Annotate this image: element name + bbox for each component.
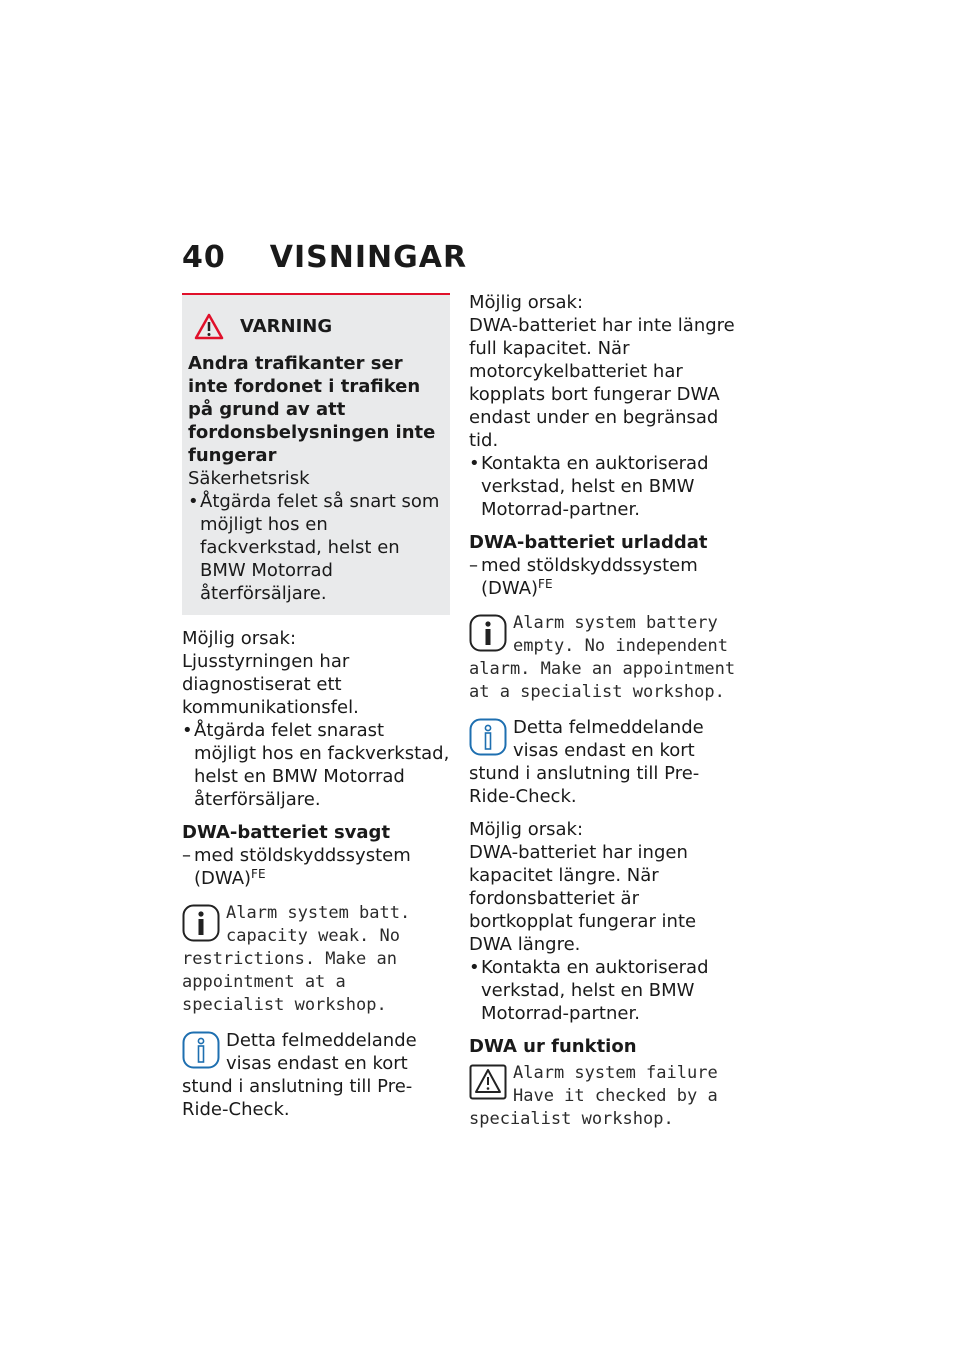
info-block bbox=[182, 1029, 450, 1121]
message-block bbox=[469, 612, 741, 704]
message2-block bbox=[469, 1062, 741, 1131]
cause-label: Möjlig orsak: bbox=[469, 292, 584, 313]
display-message: Alarm system batt. capacity weak. No restrictions. Make an appointment at a specialist workshop. bbox=[182, 903, 411, 1015]
cause-text: DWA-batteriet har inte längre full kapacitet. När motorcykelbatteriet har kopplats bort fungerar DWA endast under en begränsad tid. bbox=[469, 315, 735, 451]
warning-category: Säkerhetsrisk bbox=[188, 468, 310, 489]
info-outline-icon bbox=[182, 1031, 220, 1069]
display-message-2: Alarm system failure Have it checked by a specialist workshop. bbox=[469, 1063, 718, 1129]
cause2-label: Möjlig orsak: bbox=[469, 819, 584, 840]
cause-text: Ljusstyrningen har diagnostiserat ett kommunikationsfel. bbox=[182, 651, 359, 718]
bullet-icon: • bbox=[469, 957, 480, 978]
display-message: Alarm system battery empty. No independent alarm. Make an appointment at a specialist workshop. bbox=[469, 613, 736, 702]
dash-icon: – bbox=[182, 845, 191, 866]
bullet-icon: • bbox=[188, 491, 199, 512]
cause-action-item bbox=[469, 452, 741, 521]
cause-action: Åtgärda felet snarast möjligt hos en fackverkstad, helst en BMW Motorrad återförsäljare. bbox=[194, 720, 450, 810]
cause-label: Möjlig orsak: bbox=[182, 628, 297, 649]
left-column bbox=[182, 293, 450, 1121]
message-block bbox=[182, 902, 450, 1017]
bullet-icon: • bbox=[469, 453, 480, 474]
warning-title bbox=[188, 313, 444, 340]
warning-label: VARNING bbox=[240, 316, 333, 337]
bullet-icon: • bbox=[182, 720, 193, 741]
info-icon bbox=[469, 614, 507, 652]
warning-action: Åtgärda felet så snart som möjligt hos en fackverkstad, helst en BMW Motorrad återförsäljare. bbox=[200, 491, 440, 604]
warning-triangle-icon bbox=[194, 313, 224, 340]
section2-title: DWA ur funktion bbox=[469, 1036, 637, 1057]
page-header bbox=[182, 240, 467, 275]
right-column bbox=[469, 291, 741, 1131]
info-outline-icon bbox=[469, 718, 507, 756]
warning-action-item bbox=[188, 490, 444, 605]
warning-heading: Andra trafikanter ser inte fordonet i trafiken på grund av att fordonsbelysningen inte fungerar bbox=[188, 353, 436, 466]
cause2-action: Kontakta en auktoriserad verkstad, helst en BMW Motorrad-partner. bbox=[481, 957, 709, 1024]
cause-action-item bbox=[182, 719, 450, 811]
dash-icon: – bbox=[469, 555, 478, 576]
info-text: Detta felmeddelande visas endast en kort stund i anslutning till Pre-Ride-Check. bbox=[469, 717, 704, 807]
section-dash-text: med stöldskyddssystem (DWA) bbox=[481, 555, 698, 599]
info-block bbox=[469, 716, 741, 808]
page-title: VISNINGAR bbox=[269, 240, 468, 275]
warning-square-icon bbox=[469, 1064, 507, 1100]
page-number: 40 bbox=[182, 240, 226, 275]
section-dash-line bbox=[469, 554, 741, 600]
section-dash-line bbox=[182, 844, 450, 890]
warning-box bbox=[182, 293, 450, 615]
cause-action: Kontakta en auktoriserad verkstad, helst en BMW Motorrad-partner. bbox=[481, 453, 709, 520]
cause2-text: DWA-batteriet har ingen kapacitet längre. När fordonsbatteriet är bortkopplat fungerar inte DWA längre. bbox=[469, 842, 697, 955]
section-sup: FE bbox=[538, 577, 553, 591]
section-title: DWA-batteriet svagt bbox=[182, 822, 391, 843]
info-text: Detta felmeddelande visas endast en kort stund i anslutning till Pre-Ride-Check. bbox=[182, 1030, 417, 1120]
section-title: DWA-batteriet urladdat bbox=[469, 532, 708, 553]
section-sup: FE bbox=[251, 867, 266, 881]
section-dash-text: med stöldskyddssystem (DWA) bbox=[194, 845, 411, 889]
cause2-action-item bbox=[469, 956, 741, 1025]
info-icon bbox=[182, 904, 220, 942]
